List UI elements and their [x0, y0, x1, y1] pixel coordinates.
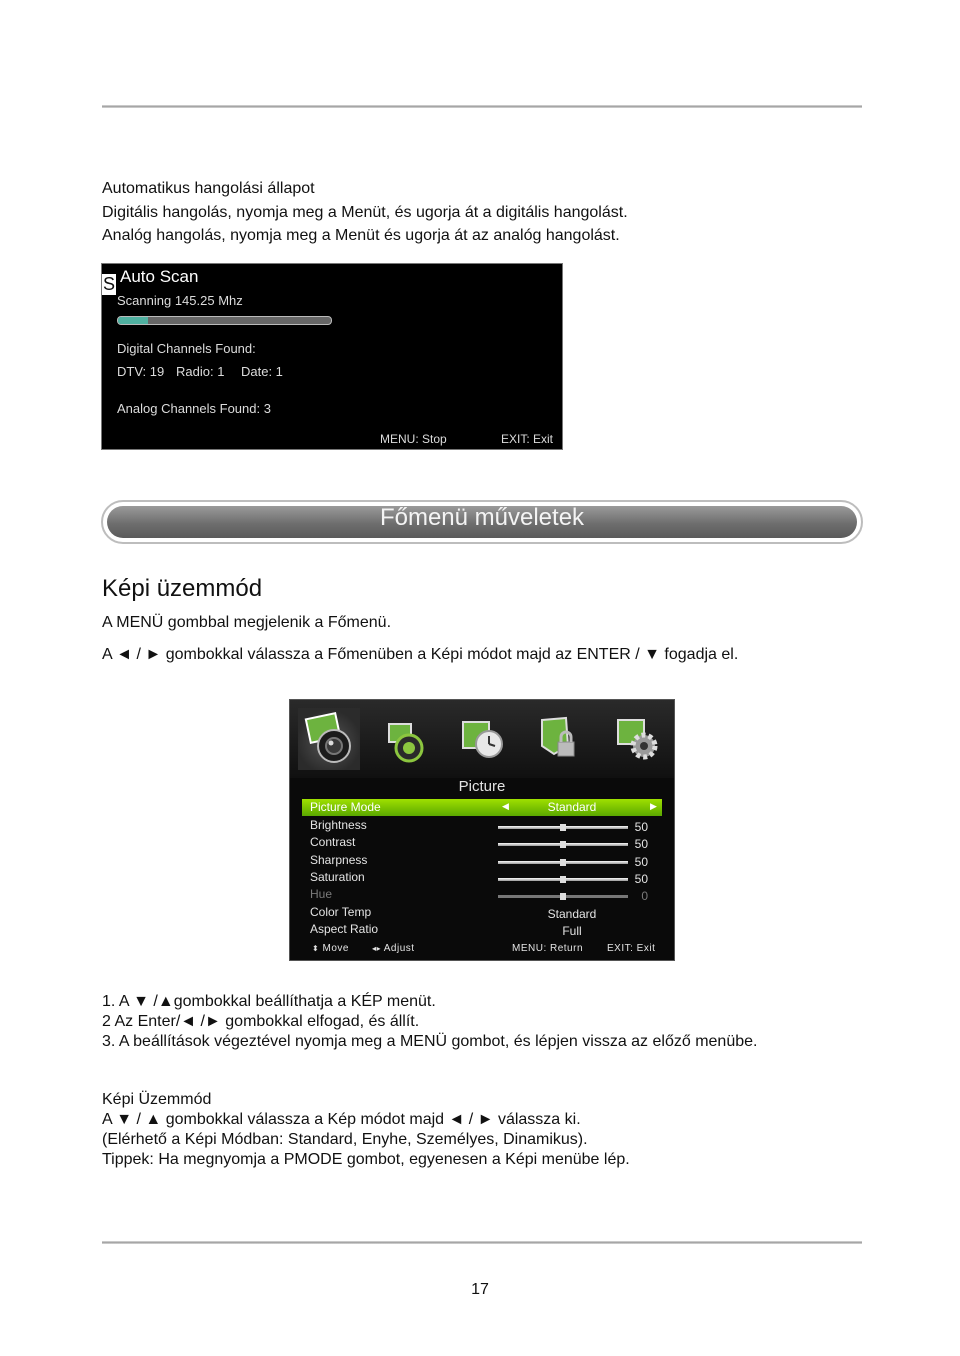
saturation-slider[interactable]: [498, 878, 628, 881]
slider-knob[interactable]: [560, 824, 566, 831]
menu-icon-bar: [290, 700, 674, 778]
row-value: 0: [641, 889, 648, 903]
row-value: 50: [634, 837, 648, 851]
row-label: Color Temp: [310, 905, 372, 919]
scan-progress-fill: [118, 317, 148, 324]
hue-slider: [498, 895, 628, 898]
adjust-hint-label: Adjust: [383, 943, 415, 954]
top-rule: [102, 105, 862, 108]
intro-line-3: Analóg hangolás, nyomja meg a Menüt és ugorja át az analóg hangolást.: [102, 227, 620, 244]
row-picture-mode[interactable]: [302, 799, 662, 816]
right-arrow-icon[interactable]: ▶: [650, 801, 657, 811]
row-value: Standard: [547, 907, 597, 921]
row-label: Saturation: [310, 870, 365, 884]
bottom-rule: [102, 1241, 862, 1244]
s-letter: S: [103, 274, 116, 294]
row-label: Brightness: [310, 818, 367, 832]
row-value: Full: [562, 924, 582, 938]
section-line-1: A MENÜ gombbal megjelenik a Főmenü.: [102, 614, 392, 631]
lock-icon: [530, 708, 592, 770]
menu-exit-hint: EXIT: Exit: [607, 943, 656, 954]
analog-channels-found: Analog Channels Found: 3: [117, 401, 271, 416]
dtv-count: DTV: 19: [117, 364, 165, 379]
slider-knob[interactable]: [560, 876, 566, 883]
row-value: 50: [634, 820, 648, 834]
row-brightness[interactable]: [302, 817, 662, 834]
row-color-temp[interactable]: [302, 904, 662, 921]
row-label: Contrast: [310, 835, 356, 849]
clock-icon: [453, 708, 515, 770]
page-number: 17: [471, 1281, 489, 1298]
row-hue: [302, 886, 662, 903]
intro-line-2: Digitális hangolás, nyomja meg a Menüt, és ugorja át a digitális hangolást.: [102, 204, 628, 221]
row-saturation[interactable]: [302, 869, 662, 886]
section-heading: Képi üzemmód: [102, 575, 263, 602]
sound-icon: [377, 708, 439, 770]
mode-line-1: A ▼ / ▲ gombokkal válassza a Kép módot majd ◄ / ► válassza ki.: [102, 1111, 581, 1128]
section-banner: [101, 500, 863, 544]
row-label: Hue: [310, 887, 333, 901]
mode-line-3: Tippek: Ha megnyomja a PMODE gombot, egyenesen a Képi menübe lép.: [102, 1151, 630, 1168]
step-2: 2 Az Enter/◄ /► gombokkal elfogad, és állít.: [102, 1013, 420, 1030]
menu-title: Picture: [458, 778, 506, 795]
adjust-hint: [372, 943, 415, 954]
scanning-frequency: Scanning 145.25 Mhz: [117, 293, 243, 308]
picture-menu-screenshot: [289, 699, 675, 961]
left-arrow-icon[interactable]: ◀: [502, 801, 509, 811]
row-value: Standard: [547, 800, 597, 814]
row-label: Aspect Ratio: [310, 922, 379, 936]
row-sharpness[interactable]: [302, 852, 662, 869]
step-1: 1. A ▼ /▲gombokkal beállíthatja a KÉP menüt.: [102, 993, 436, 1010]
move-hint-label: Move: [322, 943, 349, 954]
digital-channels-found: Digital Channels Found:: [117, 341, 256, 356]
up-down-icon: ⬍: [312, 944, 320, 953]
sharpness-slider[interactable]: [498, 861, 628, 864]
left-right-icon: ◂▸: [372, 944, 382, 953]
auto-scan-dialog: [101, 263, 563, 450]
menu-return-hint: MENU: Return: [512, 943, 584, 954]
row-value: 50: [634, 872, 648, 886]
row-aspect-ratio[interactable]: [302, 921, 662, 938]
auto-scan-title: Auto Scan: [120, 267, 199, 286]
date-count: Date: 1: [241, 364, 283, 379]
menu-stop-hint: MENU: Stop: [380, 432, 447, 446]
intro-line-1: Automatikus hangolási állapot: [102, 180, 315, 197]
radio-count: Radio: 1: [176, 364, 225, 379]
section-line-2: A ◄ / ► gombokkal válassza a Főmenüben a Képi módot majd az ENTER / ▼ fogadja el.: [102, 646, 739, 663]
mode-line-2: (Elérhető a Képi Módban: Standard, Enyhe, Személyes, Dinamikus).: [102, 1131, 588, 1148]
row-contrast[interactable]: [302, 834, 662, 851]
slider-knob: [560, 893, 566, 900]
picture-icon: [298, 708, 360, 770]
section-banner-title: Főmenü műveletek: [379, 504, 585, 531]
row-value: 50: [634, 855, 648, 869]
contrast-slider[interactable]: [498, 843, 628, 846]
slider-knob[interactable]: [560, 841, 566, 848]
slider-knob[interactable]: [560, 859, 566, 866]
scan-progress-bar: [117, 316, 332, 325]
mode-heading: Képi Üzemmód: [102, 1091, 212, 1108]
row-label: Picture Mode: [310, 800, 381, 814]
row-label: Sharpness: [310, 853, 368, 867]
step-3: 3. A beállítások végeztével nyomja meg a MENÜ gombot, és lépjen vissza az előző menübe.: [102, 1033, 758, 1050]
brightness-slider[interactable]: [498, 826, 628, 829]
exit-hint: EXIT: Exit: [501, 432, 554, 446]
setup-icon: [608, 708, 670, 770]
move-hint: [312, 943, 349, 954]
